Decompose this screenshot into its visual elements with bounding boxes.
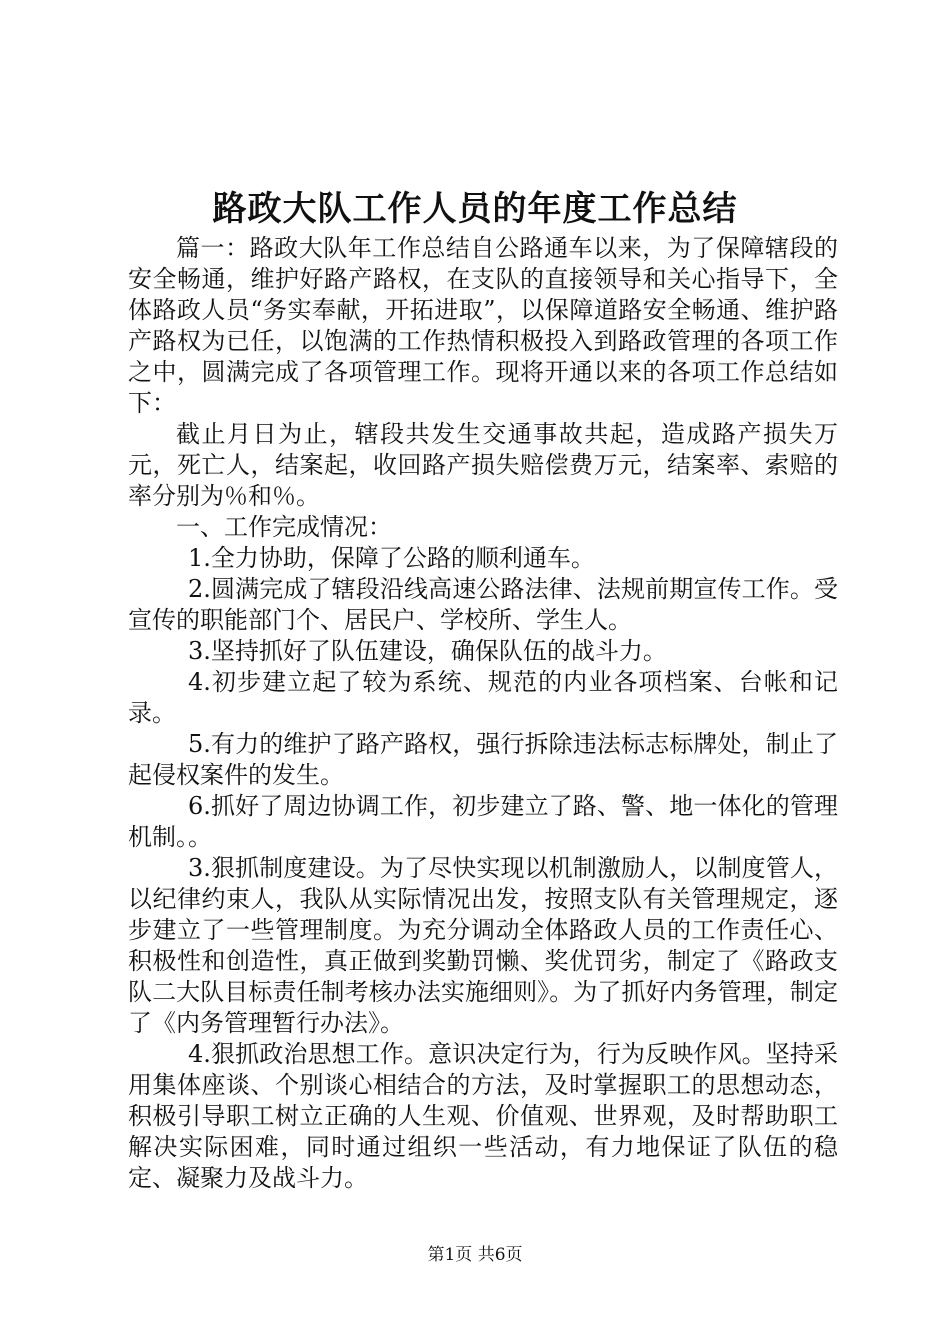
- list-item: 5.有力的维护了路产路权，强行拆除违法标志标牌处，制止了起侵权案件的发生。: [128, 730, 838, 789]
- document-body: [128, 233, 838, 1194]
- list-item: 2.圆满完成了辖段沿线高速公路法律、法规前期宣传工作。受宣传的职能部门个、居民户、学校所、学生人。: [128, 575, 838, 634]
- document-title: 路政大队工作人员的年度工作总结: [212, 189, 738, 229]
- page-footer: 第1页 共6页: [427, 1245, 523, 1265]
- list-item: 1.全力协助，保障了公路的顺利通车。: [188, 544, 595, 572]
- paragraph-political-work: 4.狠抓政治思想工作。意识决定行为，行为反映作风。坚持采用集体座谈、个别谈心相结合的方法，及时掌握职工的思想动态，积极引导职工树立正确的人生观、价值观、世界观，及时帮助职工解决实际困难，同时通过组织一些活动，有力地保证了队伍的稳定、凝聚力及战斗力。: [128, 1040, 838, 1192]
- list-item: 6.抓好了周边协调工作，初步建立了路、警、地一体化的管理机制。。: [128, 792, 838, 851]
- section-heading: 一、工作完成情况：: [176, 513, 392, 541]
- list-item: 4.初步建立起了较为系统、规范的内业各项档案、台帐和记录。: [128, 668, 838, 727]
- list-item: 3.坚持抓好了队伍建设，确保队伍的战斗力。: [188, 637, 667, 665]
- paragraph-statistics: 截止月日为止，辖段共发生交通事故共起，造成路产损失万元，死亡人，结案起，收回路产损失赔偿费万元，结案率、索赔的率分别为％和％。: [128, 420, 838, 510]
- paragraph-system-building: 3.狠抓制度建设。为了尽快实现以机制激励人，以制度管人，以纪律约束人，我队从实际情况出发，按照支队有关管理规定，逐步建立了一些管理制度。为充分调动全体路政人员的工作责任心、积极性和创造性，真正做到奖勤罚懒、奖优罚劣，制定了《路政支队二大队目标责任制考核办法实施细则》。为了抓好内务管理，制定了《内务管理暂行办法》。: [128, 854, 838, 1037]
- paragraph-intro: 篇一：路政大队年工作总结自公路通车以来，为了保障辖段的安全畅通，维护好路产路权，在支队的直接领导和关心指导下，全体路政人员“务实奉献，开拓进取”，以保障道路安全畅通、维护路产路权为已任，以饱满的工作热情积极投入到路政管理的各项工作之中，圆满完成了各项管理工作。现将开通以来的各项工作总结如下：: [128, 234, 838, 417]
